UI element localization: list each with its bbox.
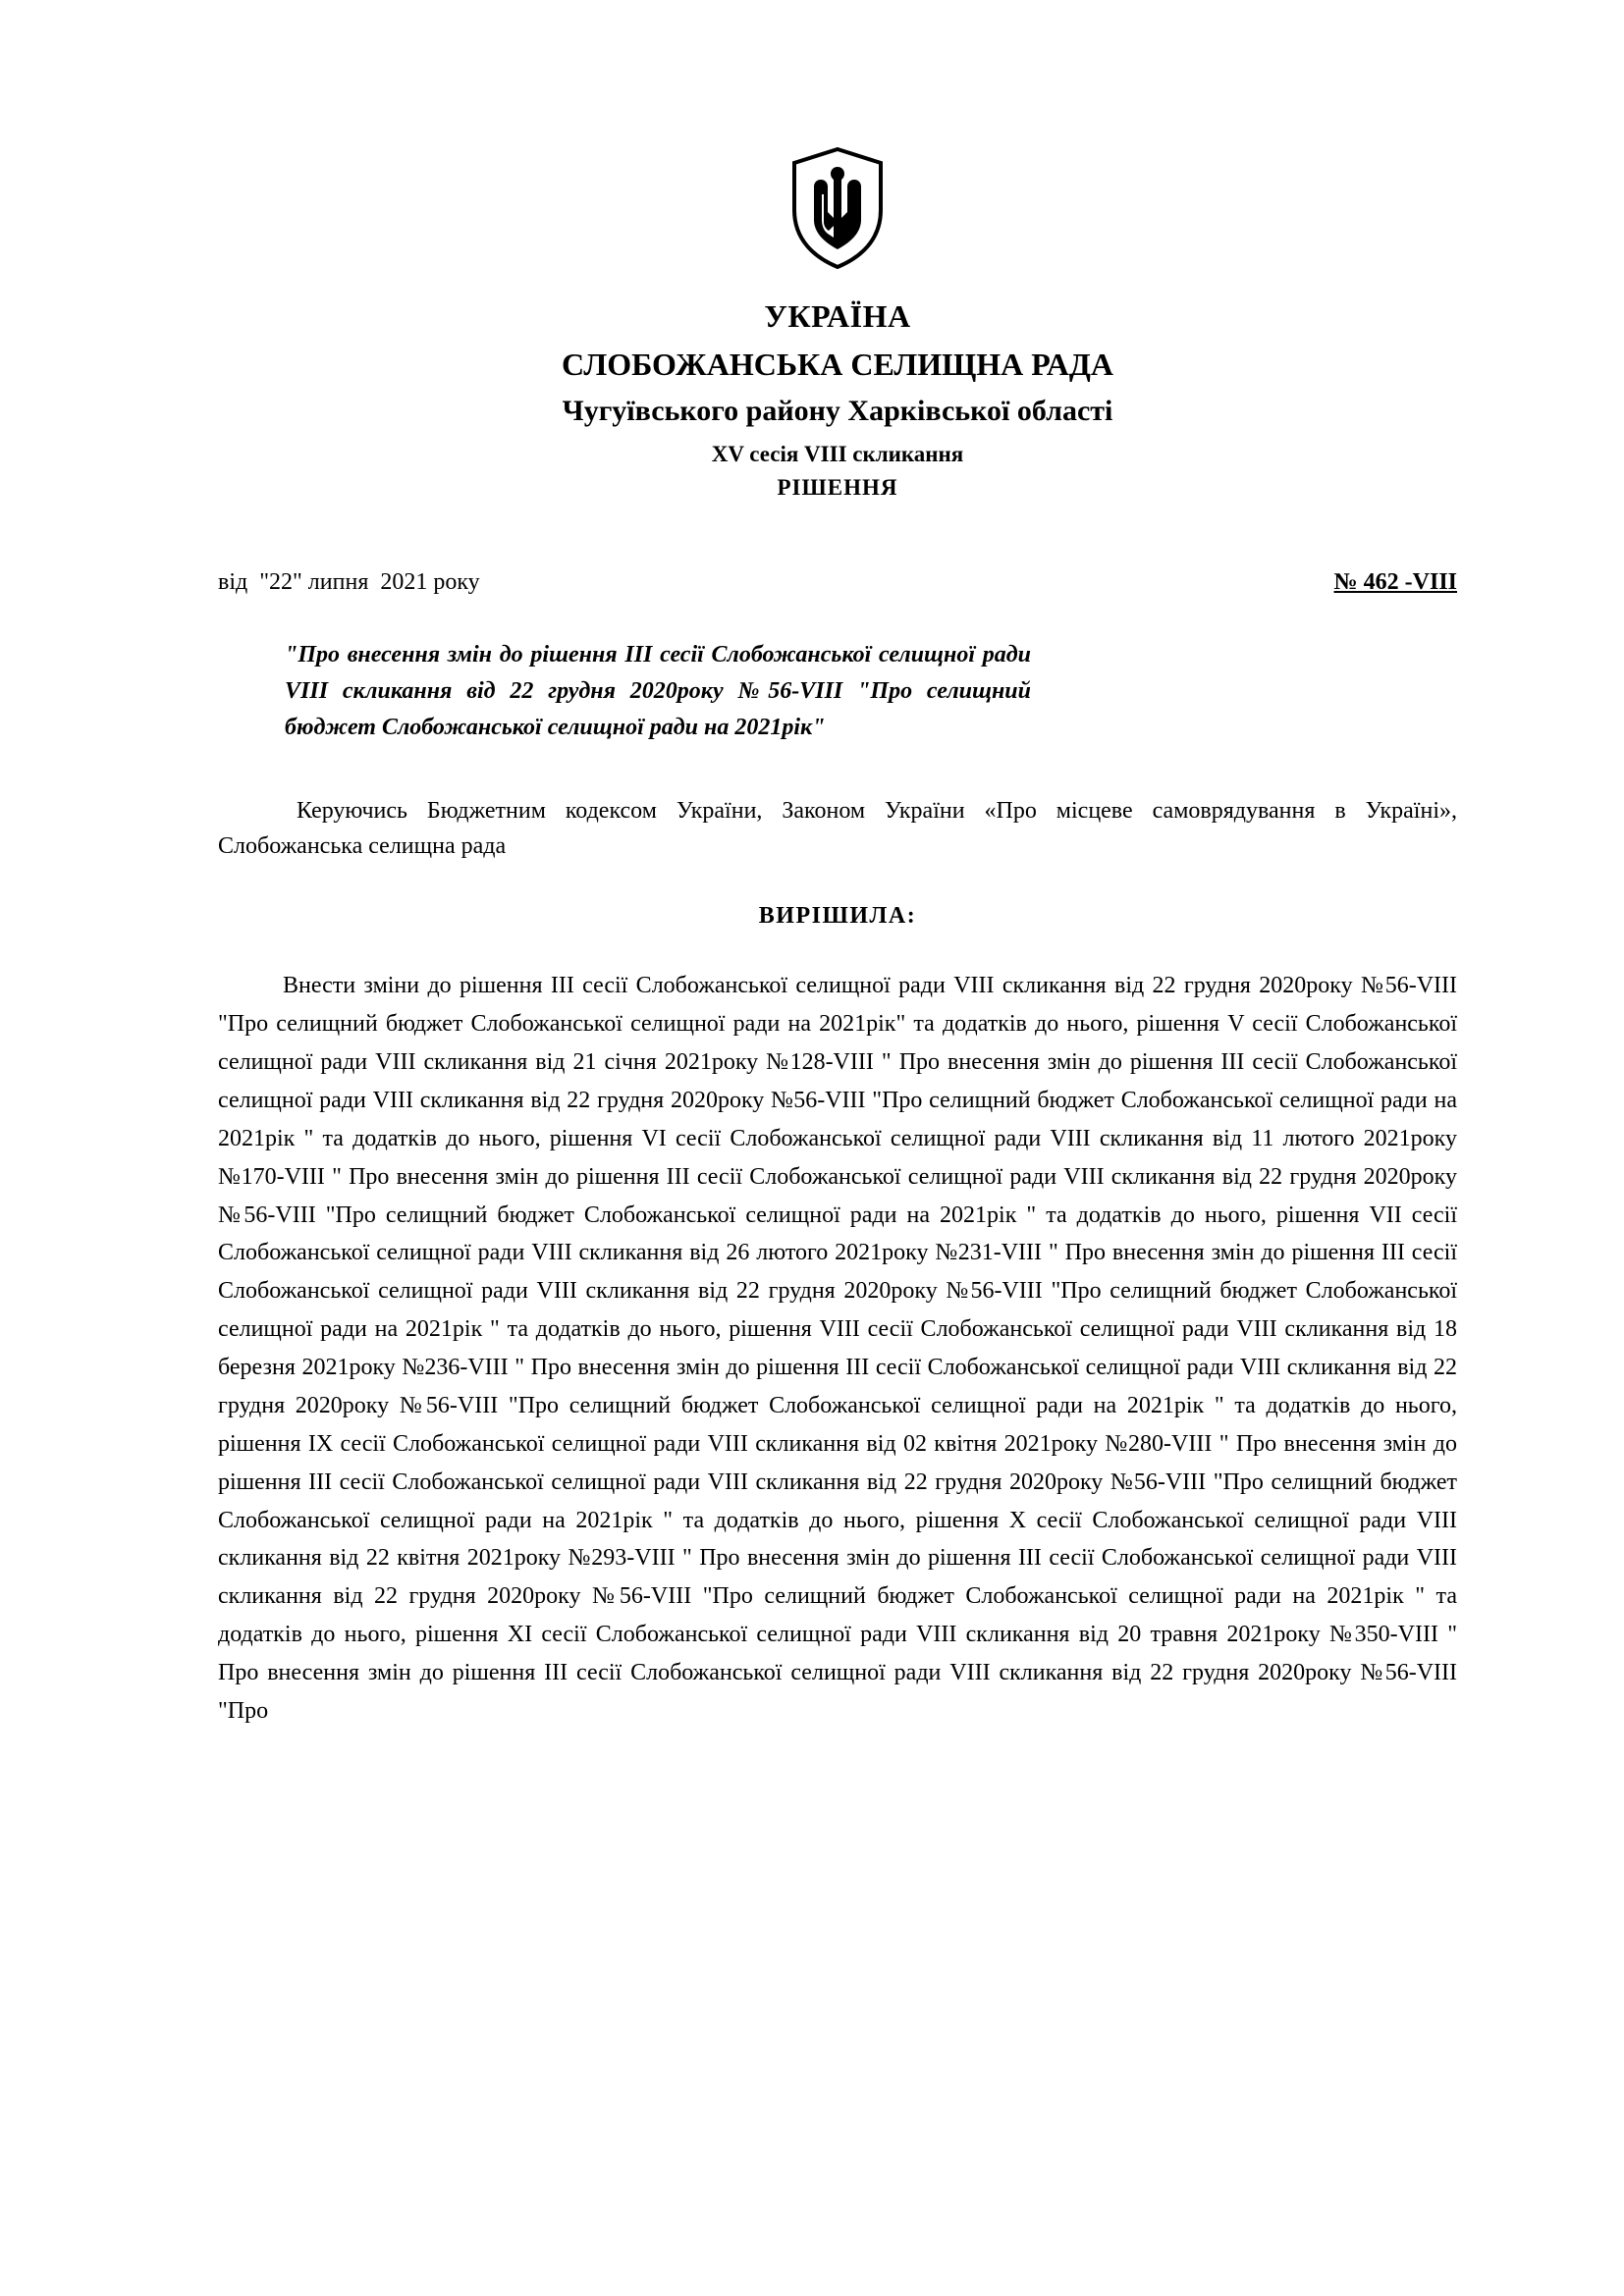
heading-region: Чугуївського району Харківської області xyxy=(562,395,1113,428)
document-number: № 462 -VIII xyxy=(1333,568,1457,595)
document-title: "Про внесення змін до рішення ІІІ сесії Слобожанської селищної ради VIII скликання від 22 грудня 2020року №56-VIII "Про селищний бюджет Слобожанської селищної ради на 2021рік" xyxy=(285,641,1031,741)
emblem-container xyxy=(218,0,1457,269)
heading-council: СЛОБОЖАНСЬКА СЕЛИЩНА РАДА xyxy=(562,347,1113,382)
document-meta xyxy=(218,569,1457,596)
document-preamble: Керуючись Бюджетним кодексом України, Законом України «Про місцеве самоврядування в Україні», Слобожанська селищна рада xyxy=(218,798,1457,860)
ukraine-coat-of-arms-icon xyxy=(790,147,885,269)
heading-country: УКРАЇНА xyxy=(764,298,911,334)
heading-document-type: РІШЕННЯ xyxy=(777,474,898,500)
document-date: від "22" липня 2021 року xyxy=(218,568,480,595)
document-heading xyxy=(218,296,1457,501)
heading-session: XV сесія VIII скликання xyxy=(711,441,964,466)
document-body: Внести зміни до рішення ІІІ сесії Слобожанської селищної ради VIII скликання від 22 грудня 2020року №56-VIII "Про селищний бюджет Слобожанської селищної ради на 2021рік" та додатків до нього, рішення V сесії Слобожанської селищної ради VIII скликання від 21 січня 2021року №128-VIII " Про внесення змін до рішення ІІІ сесії Слобожанської селищної ради VIII скликання від 22 грудня 2020року №56-VIII "Про селищний бюджет Слобожанської селищної ради на 2021рік " та додатків до нього, рішення VI сесії Слобожанської селищної ради VIII скликання від 11 лютого 2021року №170-VIII " Про внесення змін до рішення ІІІ сесії Слобожанської селищної ради VIII скликання від 22 грудня 2020року №56-VIII "Про селищний бюджет Слобожанської селищної ради на 2021рік " та додатків до нього, рішення VII сесії Слобожанської селищної ради VIII скликання від 26 лютого 2021року №231-VIII " Про внесення змін до рішення ІІІ сесії Слобожанської селищної ради VIII скликання від 22 грудня 2020року №56-VIII "Про селищний бюджет Слобожанської селищної ради на 2021рік " та додатків до нього, рішення VIII сесії Слобожанської селищної ради VIII скликання від 18 березня 2021року №236-VIII " Про внесення змін до рішення ІІІ сесії Слобожанської селищної ради VIII скликання від 22 грудня 2020року №56-VIII "Про селищний бюджет Слобожанської селищної ради на 2021рік " та додатків до нього, рішення IX сесії Слобожанської селищної ради VIII скликання від 02 квітня 2021року №280-VIII " Про внесення змін до рішення ІІІ сесії Слобожанської селищної ради VIII скликання від 22 грудня 2020року №56-VIII "Про селищний бюджет Слобожанської селищної ради на 2021рік " та додатків до нього, рішення X сесії Слобожанської селищної ради VIII скликання від 22 квітня 2021року №293-VIII " Про внесення змін до рішення ІІІ сесії Слобожанської селищної ради VIII скликання від 22 грудня 2020року №56-VIII "Про селищний бюджет Слобожанської селищної ради на 2021рік " та додатків до нього, рішення XI сесії Слобожанської селищної ради VIII скликання від 20 травня 2021року №350-VIII " Про внесення змін до рішення ІІІ сесії Слобожанської селищної ради VIII скликання від 22 грудня 2020року №56-VIII "Про xyxy=(218,973,1457,1724)
resolved-label: ВИРІШИЛА: xyxy=(758,903,917,930)
